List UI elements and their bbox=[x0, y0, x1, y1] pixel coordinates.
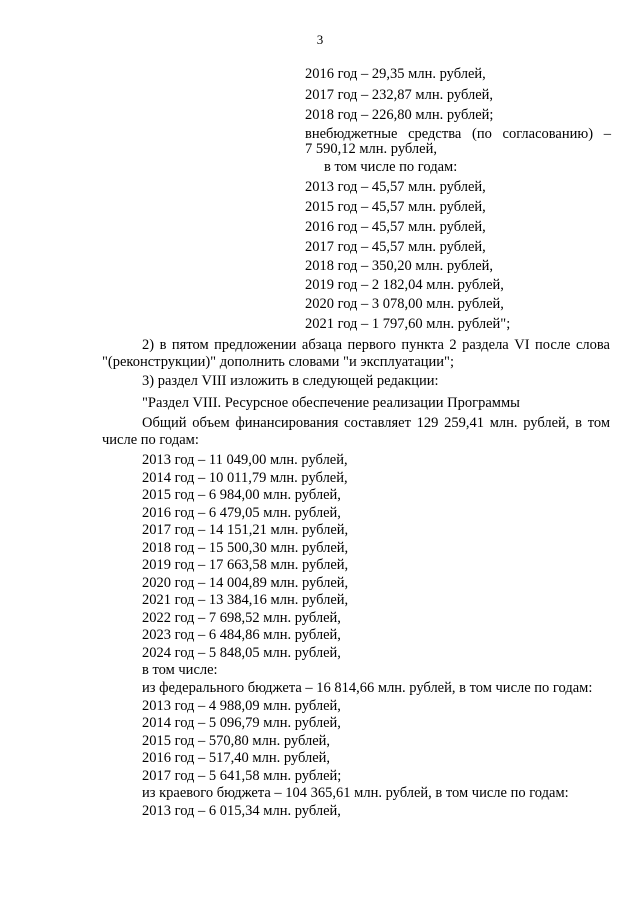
year-line: 2019 год – 2 182,04 млн. рублей, bbox=[305, 277, 504, 293]
list-item: 2014 год – 10 011,79 млн. рублей, bbox=[142, 470, 348, 486]
list-item: 2018 год – 15 500,30 млн. рублей, bbox=[142, 540, 349, 556]
year-line: 2018 год – 350,20 млн. рублей, bbox=[305, 258, 494, 274]
year-line: 2017 год – 45,57 млн. рублей, bbox=[305, 239, 486, 255]
list-item: 2023 год – 6 484,86 млн. рублей, bbox=[142, 627, 341, 643]
list-item: 2014 год – 5 096,79 млн. рублей, bbox=[142, 715, 341, 731]
year-line: 2020 год – 3 078,00 млн. рублей, bbox=[305, 296, 504, 312]
year-line: 2021 год – 1 797,60 млн. рублей"; bbox=[305, 316, 511, 332]
list-item: 2015 год – 6 984,00 млн. рублей, bbox=[142, 487, 341, 503]
in-that-by-years: в том числе по годам: bbox=[324, 159, 458, 175]
year-line: 2018 год – 226,80 млн. рублей; bbox=[305, 107, 494, 123]
regional-intro: из краевого бюджета – 104 365,61 млн. рублей, в том числе по годам: bbox=[142, 785, 569, 801]
total-first-line: Общий объем финансирования составляет 129 259,41 млн. рублей, в том bbox=[142, 415, 610, 431]
list-item: 2013 год – 4 988,09 млн. рублей, bbox=[142, 698, 341, 714]
list-item: 2016 год – 6 479,05 млн. рублей, bbox=[142, 505, 341, 521]
federal-intro: из федерального бюджета – 16 814,66 млн. рублей, в том числе по годам: bbox=[142, 680, 593, 696]
list-item: 2017 год – 14 151,21 млн. рублей, bbox=[142, 522, 349, 538]
year-line: 2017 год – 232,87 млн. рублей, bbox=[305, 87, 494, 103]
list-item: 2013 год – 11 049,00 млн. рублей, bbox=[142, 452, 348, 468]
item-3: 3) раздел VIII изложить в следующей редакции: bbox=[142, 373, 439, 389]
list-item: 2017 год – 5 641,58 млн. рублей; bbox=[142, 768, 342, 784]
year-line: 2016 год – 29,35 млн. рублей, bbox=[305, 66, 486, 82]
list-item: 2013 год – 6 015,34 млн. рублей, bbox=[142, 803, 341, 819]
extrabudget-line-2: 7 590,12 млн. рублей, bbox=[305, 140, 437, 157]
section-title: "Раздел VIII. Ресурсное обеспечение реализации Программы bbox=[142, 395, 520, 411]
item-2-paragraph bbox=[102, 337, 610, 370]
page-number: 3 bbox=[316, 32, 324, 47]
in-that: в том числе: bbox=[142, 662, 218, 678]
year-line: 2015 год – 45,57 млн. рублей, bbox=[305, 199, 486, 215]
list-item: 2022 год – 7 698,52 млн. рублей, bbox=[142, 610, 341, 626]
extrabudget-paragraph bbox=[305, 127, 611, 156]
list-item: 2020 год – 14 004,89 млн. рублей, bbox=[142, 575, 349, 591]
list-item: 2024 год – 5 848,05 млн. рублей, bbox=[142, 645, 341, 661]
item-2-rest: "(реконструкции)" дополнить словами "и эксплуатации"; bbox=[102, 353, 454, 370]
extrabudget-line-1: внебюджетные средства (по согласованию) – bbox=[305, 126, 611, 142]
item-2-first-line: 2) в пятом предложении абзаца первого пункта 2 раздела VI после слова bbox=[142, 337, 610, 353]
year-line: 2016 год – 45,57 млн. рублей, bbox=[305, 219, 486, 235]
list-item: 2019 год – 17 663,58 млн. рублей, bbox=[142, 557, 349, 573]
list-item: 2016 год – 517,40 млн. рублей, bbox=[142, 750, 331, 766]
total-rest: числе по годам: bbox=[102, 431, 199, 448]
list-item: 2015 год – 570,80 млн. рублей, bbox=[142, 733, 331, 749]
list-item: 2021 год – 13 384,16 млн. рублей, bbox=[142, 592, 349, 608]
total-paragraph bbox=[102, 415, 610, 448]
year-line: 2013 год – 45,57 млн. рублей, bbox=[305, 179, 486, 195]
